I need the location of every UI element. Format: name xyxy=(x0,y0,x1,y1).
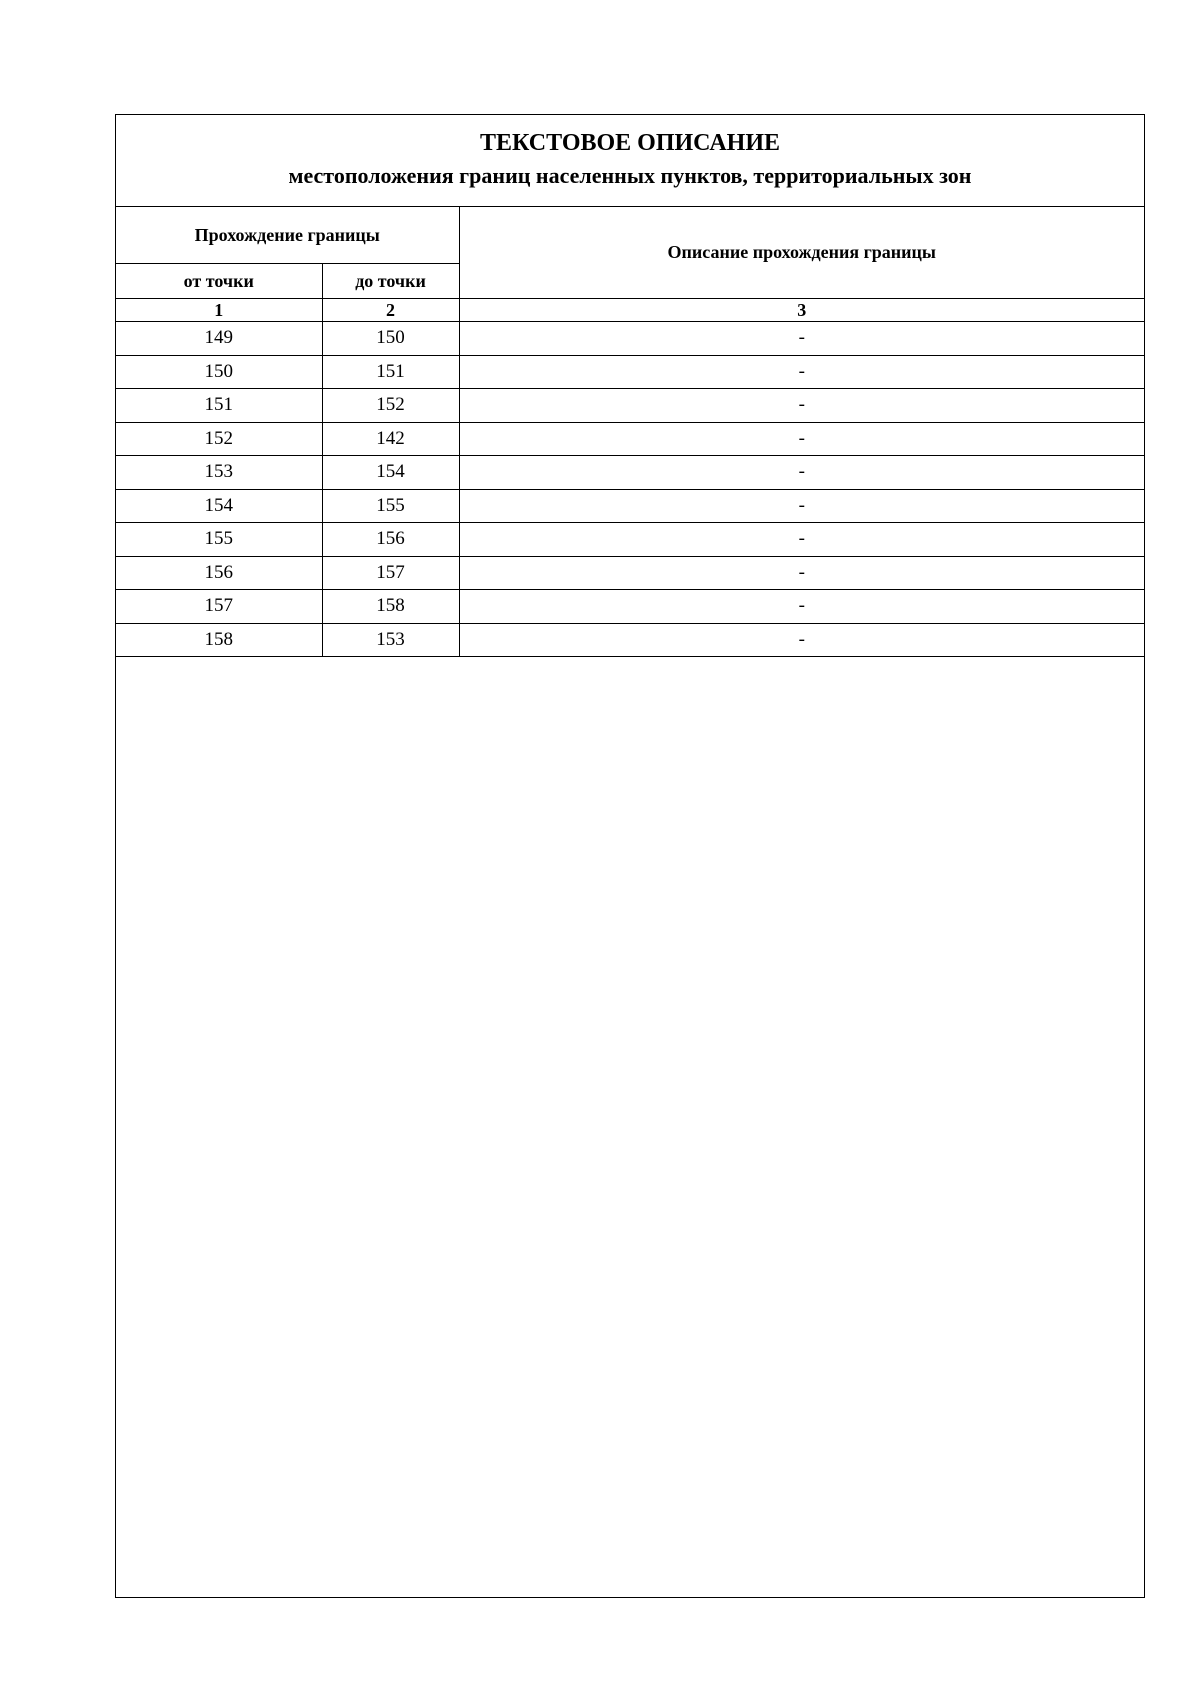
boundary-table xyxy=(116,206,1144,657)
to-point-cell: 153 xyxy=(322,623,459,657)
to-point-cell: 142 xyxy=(322,422,459,456)
table-row xyxy=(116,489,1144,523)
column-number-2: 2 xyxy=(322,299,459,322)
description-cell: - xyxy=(459,422,1144,456)
from-point-cell: 156 xyxy=(116,556,322,590)
description-cell: - xyxy=(459,355,1144,389)
from-point-cell: 155 xyxy=(116,523,322,557)
to-point-cell: 155 xyxy=(322,489,459,523)
from-point-cell: 154 xyxy=(116,489,322,523)
column-number-1: 1 xyxy=(116,299,322,322)
to-point-cell: 150 xyxy=(322,322,459,356)
description-cell: - xyxy=(459,556,1144,590)
table-row xyxy=(116,355,1144,389)
table-row xyxy=(116,523,1144,557)
table-row xyxy=(116,590,1144,624)
description-cell: - xyxy=(459,523,1144,557)
description-cell: - xyxy=(459,590,1144,624)
table-row xyxy=(116,422,1144,456)
document-frame xyxy=(115,114,1145,1598)
table-row xyxy=(116,322,1144,356)
table-row xyxy=(116,389,1144,423)
document-subtitle: местоположения границ населенных пунктов, территориальных зон xyxy=(288,163,972,188)
column-number-3: 3 xyxy=(459,299,1144,322)
description-cell: - xyxy=(459,489,1144,523)
from-point-cell: 149 xyxy=(116,322,322,356)
table-row xyxy=(116,623,1144,657)
description-cell: - xyxy=(459,322,1144,356)
from-point-cell: 152 xyxy=(116,422,322,456)
header-boundary-passage: Прохождение границы xyxy=(116,207,459,264)
description-cell: - xyxy=(459,456,1144,490)
header-to-point: до точки xyxy=(322,264,459,299)
from-point-cell: 151 xyxy=(116,389,322,423)
from-point-cell: 158 xyxy=(116,623,322,657)
header-description: Описание прохождения границы xyxy=(459,207,1144,299)
from-point-cell: 157 xyxy=(116,590,322,624)
to-point-cell: 158 xyxy=(322,590,459,624)
to-point-cell: 156 xyxy=(322,523,459,557)
header-from-point: от точки xyxy=(116,264,322,299)
from-point-cell: 153 xyxy=(116,456,322,490)
description-cell: - xyxy=(459,389,1144,423)
title-block xyxy=(116,115,1144,207)
to-point-cell: 157 xyxy=(322,556,459,590)
description-cell: - xyxy=(459,623,1144,657)
table-row xyxy=(116,456,1144,490)
to-point-cell: 154 xyxy=(322,456,459,490)
from-point-cell: 150 xyxy=(116,355,322,389)
table-row xyxy=(116,556,1144,590)
document-title: ТЕКСТОВОЕ ОПИСАНИЕ xyxy=(479,130,780,156)
to-point-cell: 151 xyxy=(322,355,459,389)
to-point-cell: 152 xyxy=(322,389,459,423)
